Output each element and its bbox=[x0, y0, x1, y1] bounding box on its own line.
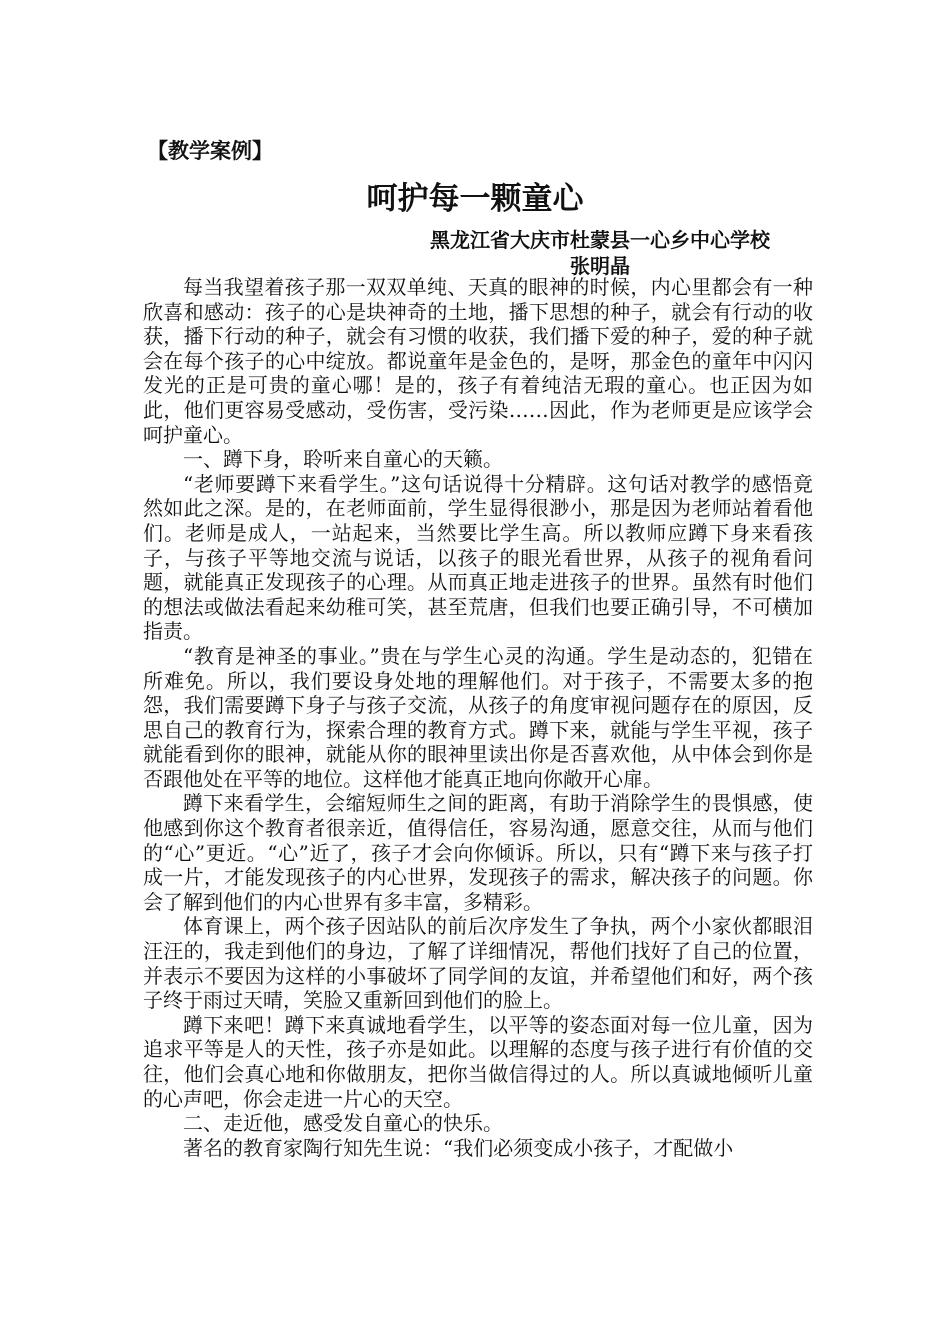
paragraph: 每当我望着孩子那一双双单纯、天真的眼神的时候，内心里都会有一种欣喜和感动：孩子的心是块神奇的土地，播下思想的种子，就会有行动的收获，播下行动的种子，就会有习惯的收获，我们播下爱的种子，爱的种子就会在每个孩子的心中绽放。都说童年是金色的，是呀，那金色的童年中闪闪发光的正是可贵的童心哪！是的，孩子有着纯洁无瑕的童心。也正因为如此，他们更容易受感动，受伤害，受污染……因此，作为老师更是应该学会呵护童心。 bbox=[143, 275, 813, 447]
article-body bbox=[143, 275, 813, 1160]
paragraph: 蹲下来看学生，会缩短师生之间的距离，有助于消除学生的畏惧感，使他感到你这个教育者很亲近，值得信任，容易沟通，愿意交往，从而与他们的“心”更近。“心”近了，孩子才会向你倾诉。所以，只有“蹲下来与孩子打成一片，才能发现孩子的内心世界，发现孩子的需求，解决孩子的问题。你会了解到他们的内心世界有多丰富，多精彩。 bbox=[143, 791, 813, 914]
paragraph: “教育是神圣的事业。”贵在与学生心灵的沟通。学生是动态的，犯错在所难免。所以，我们要设身处地的理解他们。对于孩子，不需要太多的抱怨，我们需要蹲下身子与孩子交流，从孩子的角度审视问题存在的原因，反思自己的教育行为，探索合理的教育方式。蹲下来，就能与学生平视，孩子就能看到你的眼神，就能从你的眼神里读出你是否喜欢他，从中体会到你是否跟他处在平等的地位。这样他才能真正地向你敞开心扉。 bbox=[143, 643, 813, 791]
section-heading: 一、蹲下身，聆听来自童心的天籁。 bbox=[183, 447, 503, 472]
author-school: 黑龙江省大庆市杜蒙县一心乡中心学校 bbox=[430, 228, 770, 252]
author-name: 张明晶 bbox=[570, 254, 630, 278]
section-tag: 【教学案例】 bbox=[147, 139, 273, 163]
paragraph: 蹲下来吧！蹲下来真诚地看学生，以平等的姿态面对每一位儿童，因为追求平等是人的天性，孩子亦是如此。以理解的态度与孩子进行有价值的交往，他们会真心地和你做朋友，把你当做信得过的人。所以真诚地倾听儿童的心声吧，你会走进一片心的天空。 bbox=[143, 1012, 813, 1111]
article-title: 呵护每一颗童心 bbox=[366, 181, 584, 217]
paragraph: 体育课上，两个孩子因站队的前后次序发生了争执，两个小家伙都眼泪汪汪的，我走到他们的身边，了解了详细情况，帮他们找好了自己的位置，并表示不要因为这样的小事破坏了同学间的友谊，并希望他们和好，两个孩子终于雨过天晴，笑脸又重新回到他们的脸上。 bbox=[143, 914, 813, 1013]
paragraph: “老师要蹲下来看学生。”这句话说得十分精辟。这句话对教学的感悟竟然如此之深。是的，在老师面前，学生显得很渺小，那是因为老师站着看他们。老师是成人，一站起来，当然要比学生高。所以教师应蹲下身来看孩子，与孩子平等地交流与说话，以孩子的眼光看世界，从孩子的视角看问题，就能真正发现孩子的心理。从而真正地走进孩子的世界。虽然有时他们的想法或做法看起来幼稚可笑，甚至荒唐，但我们也要正确引导，不可横加指责。 bbox=[143, 471, 813, 644]
paragraph: 著名的教育家陶行知先生说：“我们必须变成小孩子，才配做小 bbox=[183, 1135, 734, 1160]
section-heading: 二、走近他，感受发自童心的快乐。 bbox=[183, 1111, 503, 1136]
byline bbox=[400, 227, 800, 279]
